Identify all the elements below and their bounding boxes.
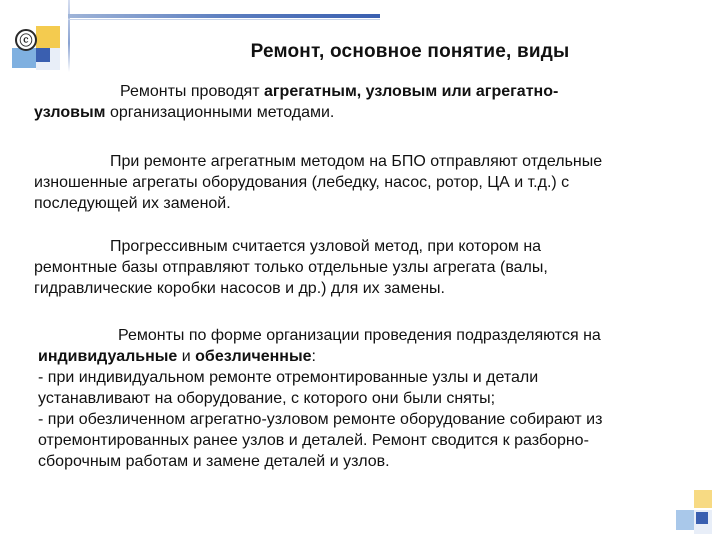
paragraph-line: сборочным работам и замене деталей и узлов. [38, 453, 390, 470]
paragraph-line: Прогрессивным считается узловой метод, при котором на [110, 238, 542, 255]
page-title: Ремонт, основное понятие, виды [250, 40, 570, 62]
paragraph-line: Ремонты по форме организации проведения подразделяются на [118, 327, 601, 344]
logo-icon [6, 26, 62, 70]
logo [6, 26, 62, 70]
vertical-decor-line [68, 0, 70, 72]
paragraph-text: Ремонты проводят [120, 83, 264, 100]
paragraph-line: гидравлические коробки насосов и др.) для их замены. [34, 280, 445, 297]
paragraph-text: : [311, 348, 316, 365]
paragraph-line: изношенные агрегаты оборудования (лебедку, насос, ротор, ЦА и т.д.) с [34, 174, 570, 191]
paragraph-line: ремонтные базы отправляют только отдельные узлы агрегата (валы, [34, 259, 548, 276]
logo-mark: ⓒ [19, 34, 33, 49]
paragraph-line: При ремонте агрегатным методом на БПО отправляют отдельные [110, 153, 603, 170]
paragraph-line: - при обезличенном агрегатно-узловом ремонте оборудование собирают из [38, 411, 603, 428]
paragraph-line: последующей их заменой. [34, 195, 231, 212]
emphasis-text: агрегатным, узловым или агрегатно- [263, 83, 559, 100]
paragraph-text: и [177, 348, 196, 365]
paragraph-text: организационными методами. [105, 104, 335, 121]
corner-decor [674, 490, 714, 536]
paragraph-line: устанавливают на оборудование, с которого они были сняты; [38, 390, 496, 407]
paragraph-aggregate-method [34, 151, 674, 214]
emphasis-text: индивидуальные [38, 348, 178, 365]
paragraph-organization-forms [38, 325, 688, 472]
paragraph-methods [34, 81, 674, 123]
emphasis-text: узловым [34, 104, 106, 121]
emphasis-text: обезличенные [195, 348, 312, 365]
paragraph-line: отремонтированных ранее узлов и деталей. Ремонт сводится к разборно- [38, 432, 589, 449]
paragraph-line: - при индивидуальном ремонте отремонтированные узлы и детали [38, 369, 539, 386]
top-decor-thin-line [68, 19, 380, 20]
top-decor-line [68, 14, 380, 18]
paragraph-unit-method [34, 236, 674, 299]
corner-squares-icon [674, 490, 714, 536]
